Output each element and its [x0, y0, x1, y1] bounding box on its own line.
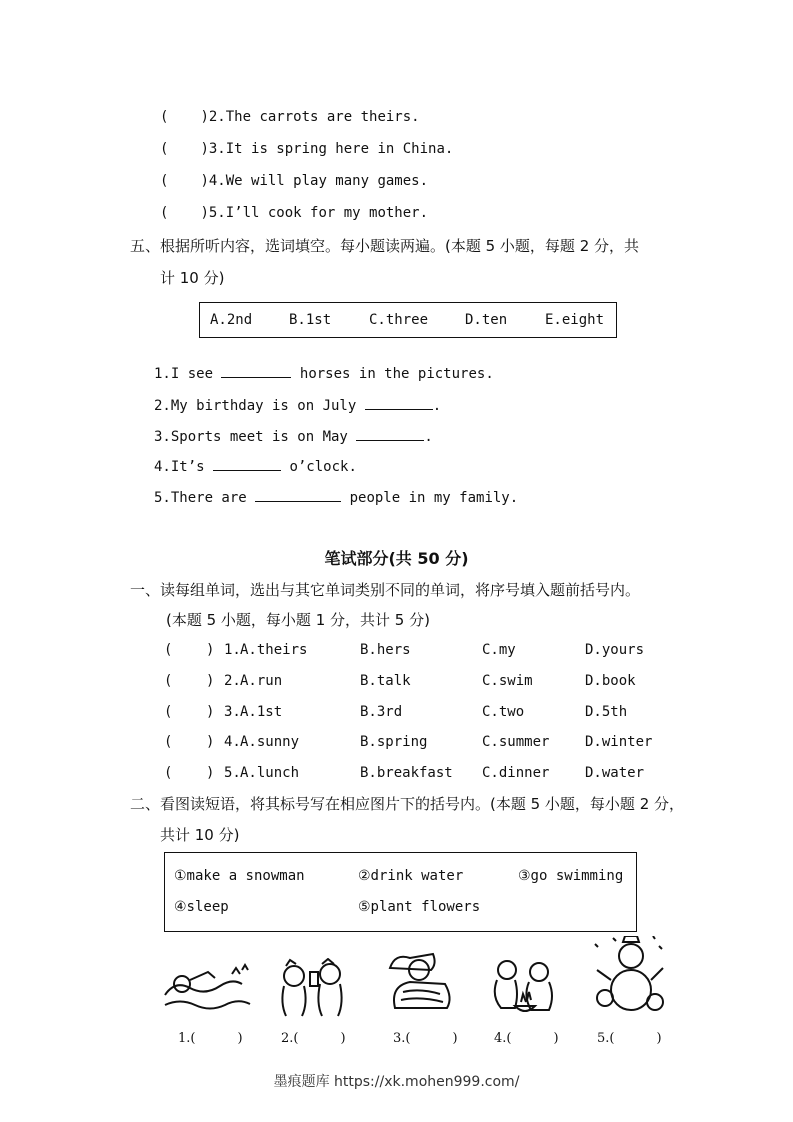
answer-blank[interactable]: [255, 489, 341, 502]
word-option: C.three: [369, 312, 429, 328]
fill-item: 5.There are people in my family.: [154, 490, 519, 506]
part1-heading-cont: (本题 5 小题，每小题 1 分，共计 5 分): [166, 611, 430, 629]
part2-heading: 二、看图读短语，将其标号写在相应图片下的括号内。(本题 5 小题，每小题 2 分，: [130, 795, 685, 813]
snowman-picture-icon: [593, 936, 665, 1020]
phrase-box: [164, 852, 637, 932]
part2-heading-cont: 共计 10 分): [160, 826, 240, 844]
list-item: ( )4.We will play many games.: [160, 173, 429, 189]
answer-blank[interactable]: [213, 458, 281, 471]
picture-label: 1.( ): [178, 1031, 243, 1046]
phrase: ②drink water: [358, 868, 464, 884]
section5-heading: 五、根据所听内容，选词填空。每小题读两遍。(本题 5 小题，每题 2 分，共: [130, 237, 640, 255]
fill-item: 2.My birthday is on July .: [154, 398, 442, 414]
sleep-picture-icon: [385, 948, 455, 1016]
word-bank-box: [199, 302, 617, 338]
picture-label: 2.( ): [281, 1031, 346, 1046]
answer-blank[interactable]: [356, 428, 424, 441]
fill-item: 3.Sports meet is on May .: [154, 429, 433, 445]
fill-item: 1.I see horses in the pictures.: [154, 366, 494, 382]
page-title: 笔试部分(共 50 分): [324, 549, 469, 568]
plant-flowers-picture-icon: [487, 956, 565, 1020]
drink-water-picture-icon: [272, 958, 354, 1020]
section5-heading-cont: 计 10 分): [160, 269, 225, 287]
list-item: ( )3.It is spring here in China.: [160, 141, 454, 157]
footer-watermark: 墨痕题库 https://xk.mohen999.com/: [273, 1074, 520, 1090]
fill-item: 4.It’s o’clock.: [154, 459, 357, 475]
word-option: D.ten: [465, 312, 508, 328]
phrase: ④sleep: [174, 899, 229, 915]
word-option: B.1st: [289, 312, 332, 328]
picture-label: 3.( ): [393, 1031, 458, 1046]
answer-blank[interactable]: [221, 365, 291, 378]
phrase: ③go swimming: [518, 868, 624, 884]
answer-blank[interactable]: [365, 397, 433, 410]
picture-label: 5.( ): [597, 1031, 662, 1046]
word-option: A.2nd: [210, 312, 253, 328]
part1-heading: 一、读每组单词，选出与其它单词类别不同的单词，将序号填入题前括号内。: [130, 581, 641, 599]
picture-label: 4.( ): [494, 1031, 559, 1046]
list-item: ( )5.I’ll cook for my mother.: [160, 205, 429, 221]
word-option: E.eight: [545, 312, 605, 328]
phrase: ⑤plant flowers: [358, 899, 481, 915]
phrase: ①make a snowman: [174, 868, 305, 884]
list-item: ( )2.The carrots are theirs.: [160, 109, 420, 125]
swimming-picture-icon: [160, 960, 255, 1020]
